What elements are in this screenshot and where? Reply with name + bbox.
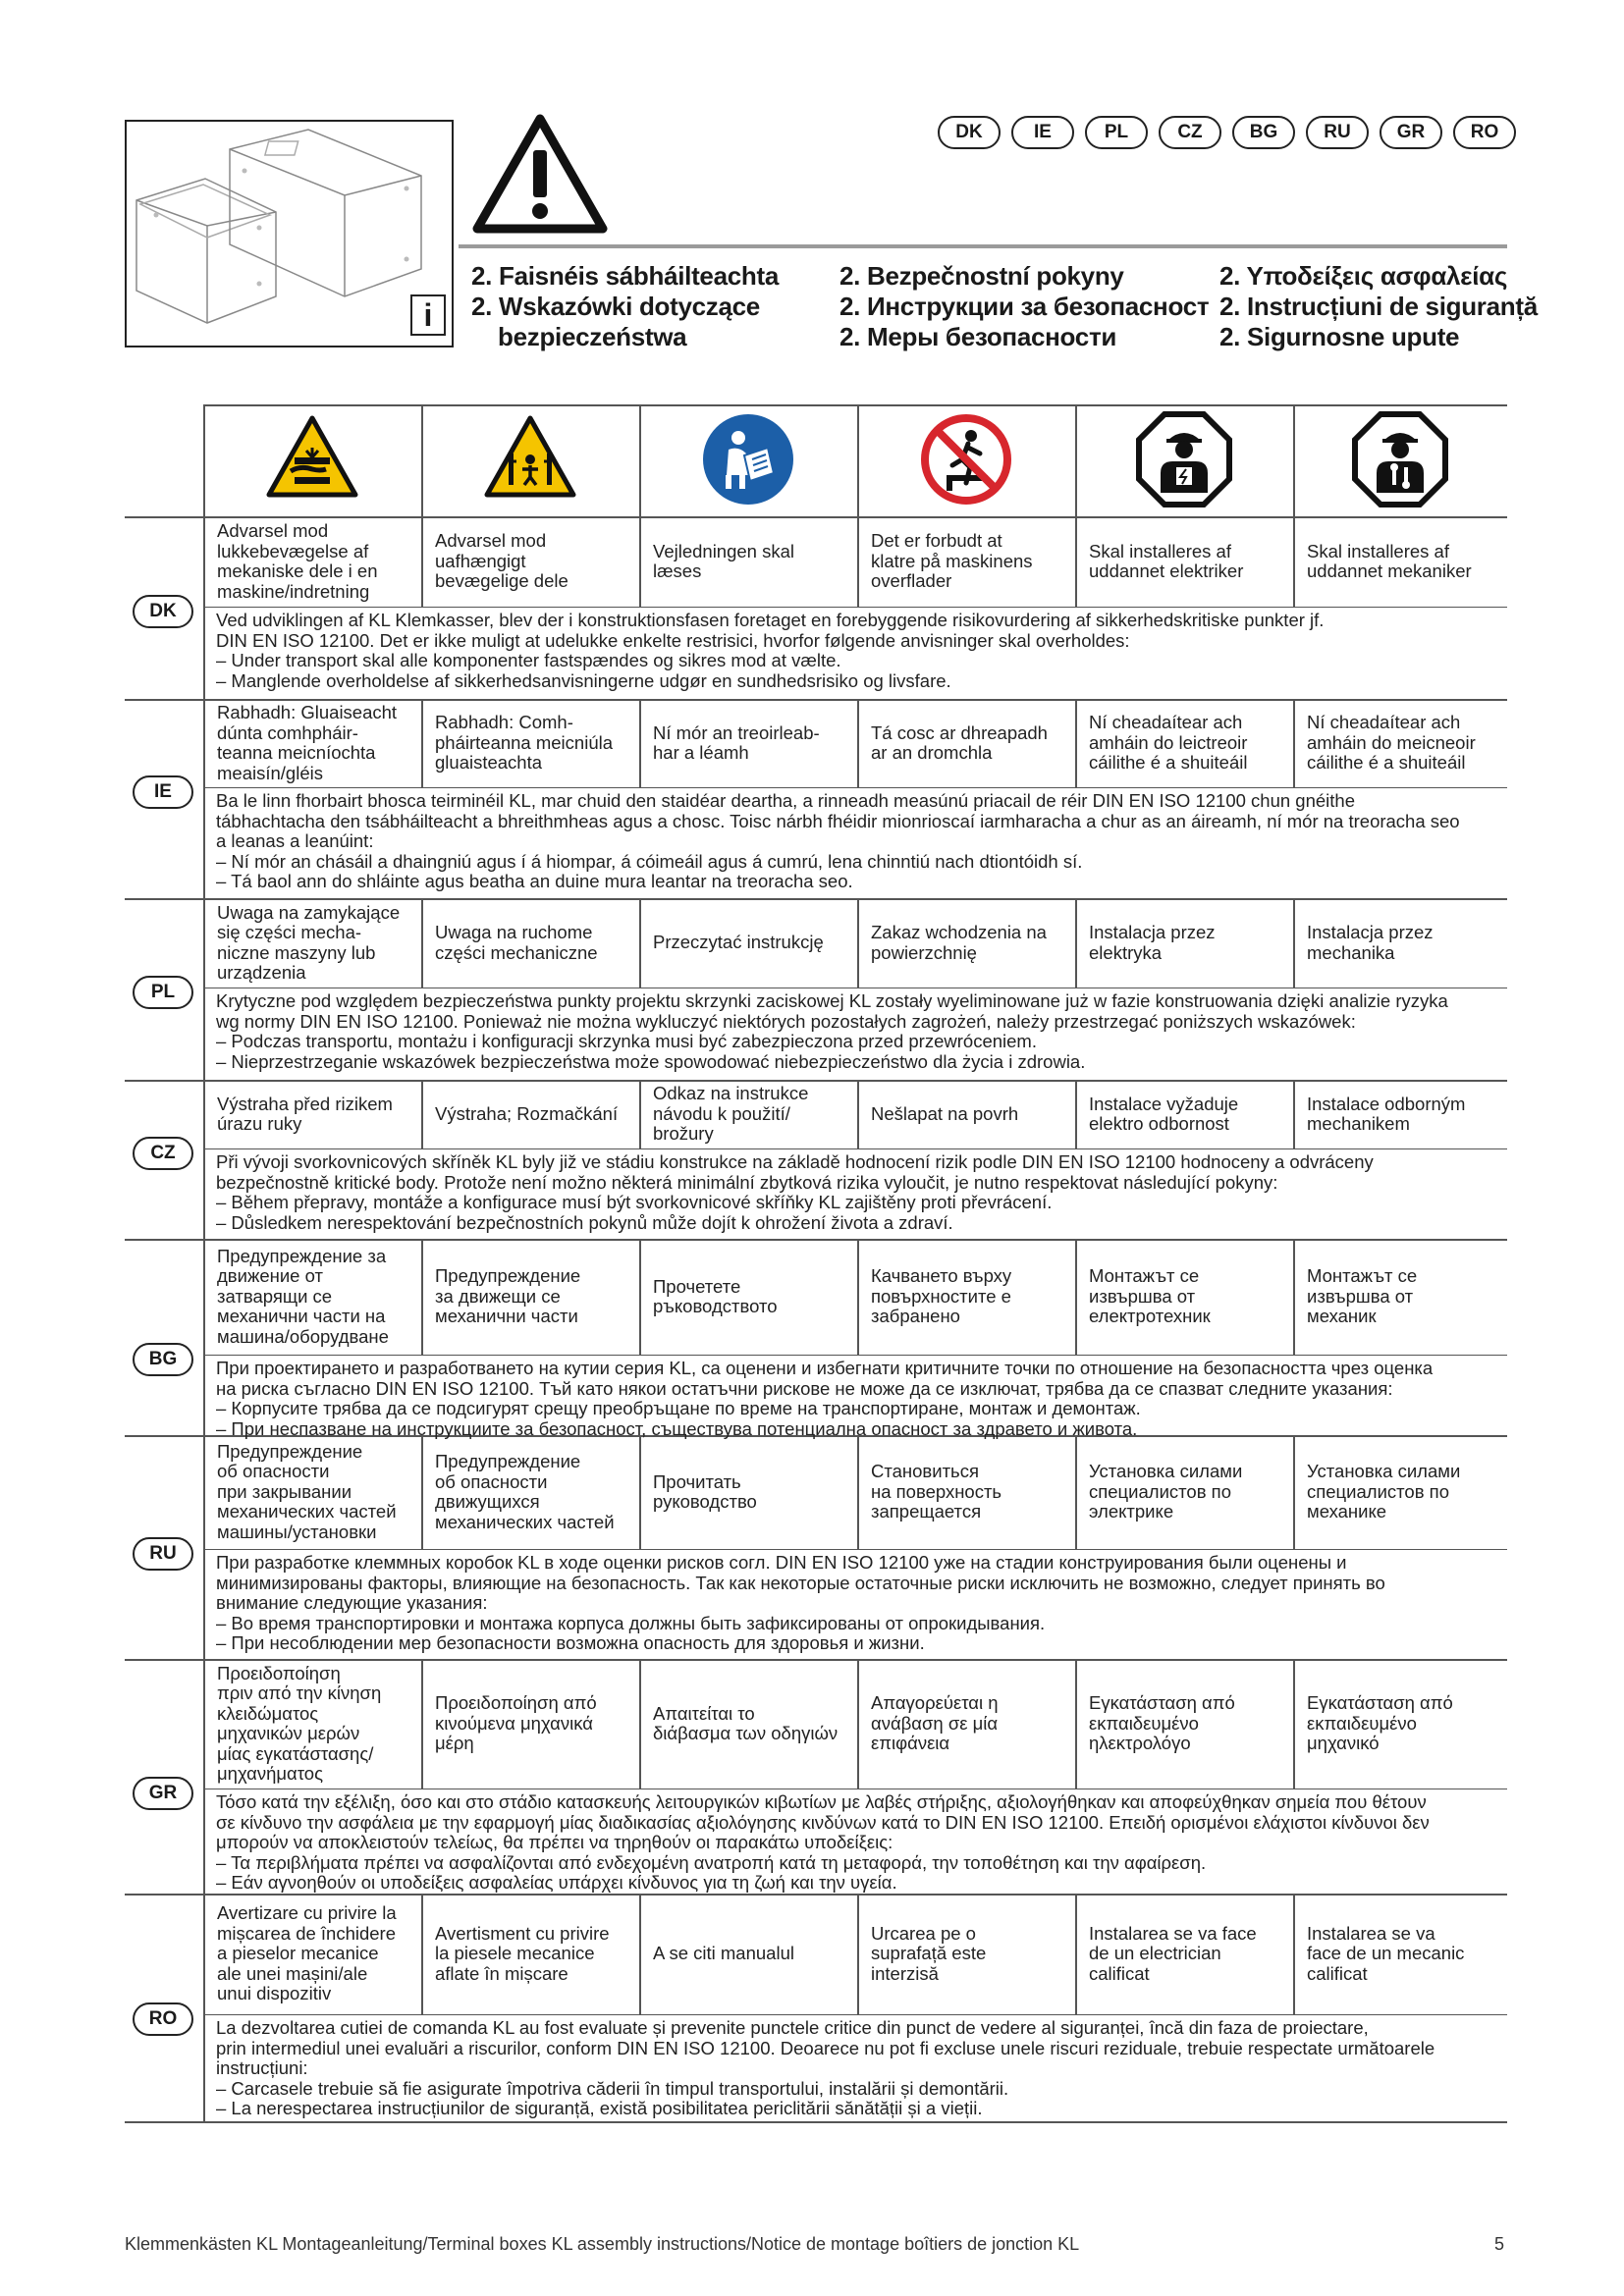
cell-pl-2: Uwaga na ruchome części mechaniczne	[435, 922, 598, 963]
cell-col-divider	[639, 1435, 641, 1549]
cell-ie-3: Ní mór an treoirleab- har a léamh	[653, 721, 820, 763]
terminal-boxes-illustration	[127, 122, 452, 346]
row-label-ro: RO	[133, 2002, 193, 2036]
icon-cell-4	[857, 404, 1075, 514]
paragraph-ru	[216, 1553, 1507, 1654]
paragraph-line: – Ní mór an chásáil a dhaingniú agus í á hiompar, á cóimeáil agus á cumrú, lena chinntiú nach dtiontóidh sí.	[216, 850, 1083, 872]
row-label-dk: DK	[133, 595, 193, 628]
paragraph-gr	[216, 1792, 1507, 1894]
paragraph-line: При проектирането и разработването на кутии серия KL, са оценени и избегнати критичните точки по отношение на безопасността чрез оценка	[216, 1358, 1434, 1378]
lang-code-pl: PL	[1085, 116, 1148, 149]
cell-dk-1: Advarsel mod lukkebevægelse af mekaniske dele i en maskine/indretning	[217, 520, 378, 602]
cell-bg-6: Монтажът се извършва от механик	[1307, 1265, 1418, 1327]
cell-col-divider	[857, 1080, 859, 1148]
product-image	[125, 120, 454, 347]
paragraph-dk	[216, 611, 1507, 691]
cell-col-divider	[857, 1894, 859, 2014]
cell-col-divider	[639, 1894, 641, 2014]
cell-cz-5: Instalace vyžaduje elektro odbornost	[1089, 1093, 1239, 1134]
cell-col-divider	[1293, 1659, 1295, 1789]
icon-cell-3	[639, 404, 857, 514]
cell-col-divider	[857, 1659, 859, 1789]
cell-col-divider	[1293, 516, 1295, 607]
cell-bottom-rule	[203, 1148, 1507, 1149]
icon-cell-2	[421, 404, 639, 514]
row-label-ru: RU	[133, 1537, 193, 1571]
cell-cz-3: Odkaz na instrukce návodu k použití/ brožury	[653, 1083, 809, 1145]
paragraph-line: prin intermediul unei evaluări a riscurilor, conform DIN EN ISO 12100. Deoarece nu pot fi excluse unele riscuri reziduale, trebuie respectate următoarele	[216, 2037, 1435, 2058]
paragraph-line: – Tá baol ann do shláinte agus beatha an duine mura leantar na treoracha seo.	[216, 871, 853, 891]
heading-column-1	[471, 261, 779, 352]
paragraph-line: μπορούν να αποκλειστούν τελείως, θα πρέπει να τηρηθούν οι παρακάτω υποδείξεις:	[216, 1832, 893, 1852]
cell-col-divider	[1075, 516, 1077, 607]
paragraph-ro	[216, 2018, 1507, 2119]
paragraph-line: При разработке клеммных коробок KL в ходе оценки рисков согл. DIN EN ISO 12100 уже на стадии конструирования были оценены и	[216, 1552, 1347, 1573]
cell-bg-3: Прочетете ръководството	[653, 1275, 778, 1316]
cell-ru-6: Установка силами специалистов по механике	[1307, 1461, 1461, 1522]
general-warning-icon	[471, 113, 609, 236]
row-bottom-rule	[125, 2121, 1507, 2123]
paragraph-line: минимизированы факторы, влияющие на безопасность. Так как некоторые остаточные риски исключить не возможно, следует принять во	[216, 1572, 1385, 1593]
body-crush-warning-icon	[481, 410, 579, 508]
no-climbing-icon	[917, 410, 1015, 508]
cell-col-divider	[1293, 1239, 1295, 1355]
heading-pl: 2. Wskazówki dotyczące	[471, 292, 760, 321]
cell-cz-6: Instalace odborným mechanikem	[1307, 1093, 1466, 1134]
cell-dk-2: Advarsel mod uafhængigt bevægelige dele	[435, 530, 568, 592]
cell-ro-2: Avertisment cu privire la piesele mecanice aflate în mișcare	[435, 1922, 610, 1984]
page-number: 5	[1494, 2234, 1505, 2254]
paragraph-line: – Podczas transportu, montażu i konfiguracji skrzynka musi być zabezpieczona przed przewróceniem.	[216, 1031, 1037, 1051]
cell-col-divider	[421, 1659, 423, 1789]
cell-col-divider	[1293, 898, 1295, 988]
cell-ie-2: Rabhadh: Comh- pháirteanna meicniúla gluaisteachta	[435, 712, 614, 774]
cell-col-divider	[857, 898, 859, 988]
cell-cz-1: Výstraha před rizikem úrazu ruky	[217, 1093, 393, 1134]
cell-col-divider	[1075, 699, 1077, 787]
heading-bg: 2. Инструкции за безопасност	[839, 292, 1210, 321]
cell-dk-4: Det er forbudt at klatre på maskinens overflader	[871, 530, 1033, 592]
cell-bottom-rule	[203, 607, 1507, 608]
cell-col-divider	[421, 898, 423, 988]
cell-col-divider	[421, 516, 423, 607]
paragraph-line: σε κίνδυνο την ασφάλεια με την εφαρμογή μίας διαδικασίας αξιολόγησης κινδύνων κατά το DIN EN ISO 12100. Επειδή ορισμένοι ελάχιστοι κίνδυνοι δεν	[216, 1811, 1430, 1833]
cell-col-divider	[1075, 1435, 1077, 1549]
cell-ru-2: Предупреждение об опасности движущихся механических частей	[435, 1451, 615, 1532]
cell-col-divider	[857, 699, 859, 787]
cell-cz-2: Výstraha; Rozmačkání	[435, 1102, 619, 1124]
cell-bg-1: Предупреждение за движение от затварящи се механични части на машина/оборудване	[217, 1245, 389, 1347]
heading-pl-cont: bezpieczeństwa	[498, 322, 687, 351]
cell-pl-5: Instalacja przez elektryka	[1089, 922, 1216, 963]
heading-ro: 2. Instrucțiuni de siguranță	[1219, 292, 1538, 321]
paragraph-line: – La nerespectarea instrucțiunilor de siguranță, există posibilitatea periclitării sănătății și a vieții.	[216, 2098, 983, 2118]
cell-col-divider	[421, 1435, 423, 1549]
paragraph-ie	[216, 791, 1507, 892]
cell-ro-4: Urcarea pe o suprafață este interzisă	[871, 1922, 987, 1984]
paragraph-bg	[216, 1359, 1507, 1439]
cell-col-divider	[639, 1239, 641, 1355]
cell-col-divider	[639, 1659, 641, 1789]
heading-hr: 2. Sigurnosne upute	[1219, 322, 1460, 351]
cell-ru-4: Становиться на поверхность запрещается	[871, 1461, 1002, 1522]
cell-col-divider	[1293, 1435, 1295, 1549]
paragraph-line: Τόσο κατά την εξέλιξη, όσο και στο στάδιο κατασκευής λειτουργικών κιβωτίων με λαβές στήριξης, αξιολογήθηκαν και αποφεύχθηκαν σημεία που θέτουν	[216, 1791, 1427, 1812]
row-label-pl: PL	[133, 976, 193, 1009]
cell-gr-4: Απαγορεύεται η ανάβαση σε μία επιφάνεια	[871, 1692, 999, 1754]
paragraph-line: – Carcasele trebuie să fie asigurate împotriva căderii în timpul transportului, instalării și demontării.	[216, 2077, 1009, 2099]
heading-column-2	[839, 261, 1209, 352]
cell-col-divider	[857, 1239, 859, 1355]
cell-col-divider	[1293, 699, 1295, 787]
icon-cell-6	[1293, 404, 1507, 514]
cell-pl-4: Zakaz wchodzenia na powierzchnię	[871, 922, 1047, 963]
cell-gr-6: Εγκατάσταση από εκπαιδευμένο μηχανικό	[1307, 1692, 1453, 1754]
paragraph-line: tábhachtacha den tsábháilteacht a bhreithmheas agus a chosc. Toisc nárbh fhéidir mionrioscaí iarmharacha a chur as an áireamh, ní mór na treoracha seo	[216, 810, 1460, 831]
cell-bottom-rule	[203, 1355, 1507, 1356]
heading-column-3	[1219, 261, 1538, 352]
icon-cell-5	[1075, 404, 1293, 514]
heading-ie: 2. Faisnéis sábháilteachta	[471, 261, 780, 291]
paragraph-line: instrucțiuni:	[216, 2057, 308, 2078]
lang-code-bg: BG	[1232, 116, 1295, 149]
lang-code-ie: IE	[1011, 116, 1074, 149]
cell-pl-3: Przeczytać instrukcję	[653, 932, 824, 953]
cell-ro-3: A se citi manualul	[653, 1943, 794, 1964]
paragraph-line: – Nieprzestrzeganie wskazówek bezpieczeństwa może spowodować niebezpieczeństwo dla życia i zdrowia.	[216, 1050, 1086, 1072]
cell-ie-6: Ní cheadaítear ach amháin do meicneoir cáilithe é a shuiteáil	[1307, 712, 1476, 774]
cell-col-divider	[421, 1894, 423, 2014]
table-left-divider	[203, 404, 205, 2121]
cell-gr-2: Προειδοποίηση από κινούμενα μηχανικά μέρη	[435, 1692, 597, 1754]
paragraph-line: – Во время транспортировки и монтажа корпуса должны быть зафиксированы от опрокидывания.	[216, 1612, 1046, 1633]
paragraph-line: на риска съгласно DIN EN ISO 12100. Тъй като някои остатъчни рискове не може да се изключат, трябва да се спазват следните указания:	[216, 1377, 1393, 1399]
cell-col-divider	[1075, 898, 1077, 988]
paragraph-line: – Důsledkem nerespektování bezpečnostních pokynů může dojít k ohrožení života a zdraví.	[216, 1211, 953, 1233]
cell-col-divider	[639, 898, 641, 988]
hand-crush-warning-icon	[263, 410, 361, 508]
cell-col-divider	[421, 1080, 423, 1148]
row-label-bg: BG	[133, 1343, 193, 1376]
cell-col-divider	[1075, 1080, 1077, 1148]
cell-ie-5: Ní cheadaítear ach amháin do leictreoir cáilithe é a shuiteáil	[1089, 712, 1248, 774]
cell-gr-3: Απαιτείται το διάβασμα των οδηγιών	[653, 1702, 839, 1743]
cell-ie-4: Tá cosc ar dhreapadh ar an dromchla	[871, 721, 1048, 763]
cell-col-divider	[639, 699, 641, 787]
cell-ie-1: Rabhadh: Gluaiseacht dúnta comhpháir- teanna meicníochta meaisín/gléis	[217, 702, 398, 783]
paragraph-line: wg normy DIN EN ISO 12100. Ponieważ nie można wykluczyć niektórych pozostałych zagrożeń, należy przestrzegać poniższych wskazówek:	[216, 1010, 1356, 1032]
paragraph-line: – Εάν αγνοηθούν οι υποδείξεις ασφαλείας υπάρχει κίνδυνος για τη ζωή και την υγεία.	[216, 1872, 897, 1893]
paragraph-line: Při vývoji svorkovnicových skříněk KL byly již ve stádiu konstrukce na základě hodnocení rizik podle DIN EN ISO 12100 hodnoceny a odvráceny	[216, 1151, 1374, 1172]
cell-col-divider	[1293, 1080, 1295, 1148]
paragraph-line: – Under transport skal alle komponenter fastspændes og sikres mod at vælte.	[216, 650, 841, 670]
lang-code-ru: RU	[1306, 116, 1369, 149]
paragraph-cz	[216, 1152, 1507, 1233]
paragraph-line: bezpečnostně kritické body. Protože není možno některá minimální zbytková rizika vyloučit, je nutno respektovat následující pokyny:	[216, 1171, 1278, 1193]
cell-pl-6: Instalacja przez mechanika	[1307, 922, 1434, 963]
cell-col-divider	[1075, 1659, 1077, 1789]
footer-text: Klemmenkästen KL Montageanleitung/Terminal boxes KL assembly instructions/Notice de montage boîtiers de jonction KL	[125, 2234, 1080, 2254]
icon-cell-1	[203, 404, 421, 514]
cell-cz-4: Nešlapat na povrh	[871, 1102, 1019, 1124]
paragraph-pl	[216, 991, 1507, 1072]
cell-bottom-rule	[203, 1549, 1507, 1550]
paragraph-line: Krytyczne pod względem bezpieczeństwa punkty projektu skrzynki zaciskowej KL zostały wyeliminowane już w fazie konstruowania dzięki analizie ryzyka	[216, 990, 1448, 1011]
paragraph-line: La dezvoltarea cutiei de comanda KL au fost evaluate și prevenite punctele critice din punct de vedere al siguranței, încă din faza de proiectare,	[216, 2017, 1369, 2038]
cell-bg-4: Качването върху повърхностите е забранено	[871, 1265, 1012, 1327]
cell-bottom-rule	[203, 2014, 1507, 2015]
language-codes	[938, 116, 1516, 149]
cell-ru-1: Предупреждение об опасности при закрывании механических частей машины/установки	[217, 1440, 397, 1542]
cell-col-divider	[1075, 1239, 1077, 1355]
mechanic-icon	[1351, 410, 1449, 508]
cell-ru-5: Установка силами специалистов по электрике	[1089, 1461, 1243, 1522]
heading-cz: 2. Bezpečnostní pokyny	[839, 261, 1124, 291]
cell-dk-6: Skal installeres af uddannet mekaniker	[1307, 540, 1472, 581]
paragraph-line: Ved udviklingen af KL Klemkasser, blev der i konstruktionsfasen foretaget en forebyggende risikovurdering af sikkerhedskritiske punkter jf.	[216, 610, 1325, 630]
row-label-cz: CZ	[133, 1137, 193, 1170]
cell-ro-5: Instalarea se va face de un electrician calificat	[1089, 1922, 1257, 1984]
heading-ru: 2. Меры безопасности	[839, 322, 1117, 351]
paragraph-line: – При несоблюдении мер безопасности возможна опасность для здоровья и жизни.	[216, 1632, 925, 1653]
cell-col-divider	[1293, 1894, 1295, 2014]
cell-dk-3: Vejledningen skal læses	[653, 540, 794, 581]
read-manual-icon	[699, 410, 797, 508]
lang-code-dk: DK	[938, 116, 1001, 149]
paragraph-line: – Během přepravy, montáže a konfigurace musí být svorkovnicové skříňky KL zajištěny proti převrácení.	[216, 1192, 1053, 1212]
cell-gr-1: Προειδοποίηση πριν από την κίνηση κλειδώματος μηχανικών μερών μίας εγκατάστασης/ μηχανήματος	[217, 1662, 382, 1784]
paragraph-line: – При неспазване на инструкциите за безопасност, съществува потенциална опасност за здравето и живота.	[216, 1417, 1138, 1439]
electrician-icon	[1135, 410, 1233, 508]
header-divider	[459, 244, 1507, 248]
lang-code-cz: CZ	[1159, 116, 1221, 149]
paragraph-line: внимание следующие указания:	[216, 1592, 488, 1613]
cell-col-divider	[857, 1435, 859, 1549]
paragraph-line: – Manglende overholdelse af sikkerhedsanvisningerne udgør en sundhedsrisiko og livsfare.	[216, 669, 951, 691]
heading-gr: 2. Υποδείξεις ασφαλείας	[1219, 261, 1508, 291]
cell-col-divider	[639, 1080, 641, 1148]
lang-code-ro: RO	[1453, 116, 1516, 149]
cell-pl-1: Uwaga na zamykające się części mecha- niczne maszyny lub urządzenia	[217, 901, 401, 983]
cell-gr-5: Εγκατάσταση από εκπαιδευμένο ηλεκτρολόγο	[1089, 1692, 1235, 1754]
cell-ru-3: Прочитать руководство	[653, 1470, 757, 1512]
paragraph-line: Ba le linn fhorbairt bhosca teirminéil KL, mar chuid den staidéar deartha, a rinneadh measúnú priacail de réir DIN EN ISO 12100 chun gnéithe	[216, 790, 1355, 811]
lang-code-gr: GR	[1380, 116, 1442, 149]
cell-ro-6: Instalarea se va face de un mecanic calificat	[1307, 1922, 1465, 1984]
cell-bg-2: Предупреждение за движещи се механични части	[435, 1265, 581, 1327]
paragraph-line: a leanas a leanúint:	[216, 830, 374, 851]
cell-col-divider	[639, 516, 641, 607]
cell-bg-5: Монтажът се извършва от електротехник	[1089, 1265, 1211, 1327]
row-label-ie: IE	[133, 775, 193, 809]
paragraph-line: – Корпусите трябва да се подсигурят срещу преобръщане по време на транспортиране, монтаж и демонтаж.	[216, 1398, 1141, 1418]
paragraph-line: – Τα περιβλήματα πρέπει να ασφαλίζονται από ενδεχομένη ανατροπή κατά τη μεταφορά, την τοποθέτηση και την αφαίρεση.	[216, 1851, 1207, 1873]
paragraph-line: DIN EN ISO 12100. Det er ikke muligt at udelukke enkelte restrisici, hvorfor følgende anvisninger skal overholdes:	[216, 629, 1130, 651]
cell-dk-5: Skal installeres af uddannet elektriker	[1089, 540, 1244, 581]
cell-col-divider	[421, 699, 423, 787]
cell-ro-1: Avertizare cu privire la mișcarea de închidere a pieselor mecanice ale unei mașini/ale unui dispozitiv	[217, 1902, 397, 2004]
cell-col-divider	[857, 516, 859, 607]
cell-col-divider	[421, 1239, 423, 1355]
cell-bottom-rule	[203, 787, 1507, 788]
row-label-gr: GR	[133, 1777, 193, 1810]
cell-col-divider	[1075, 1894, 1077, 2014]
info-icon: i	[410, 294, 446, 336]
